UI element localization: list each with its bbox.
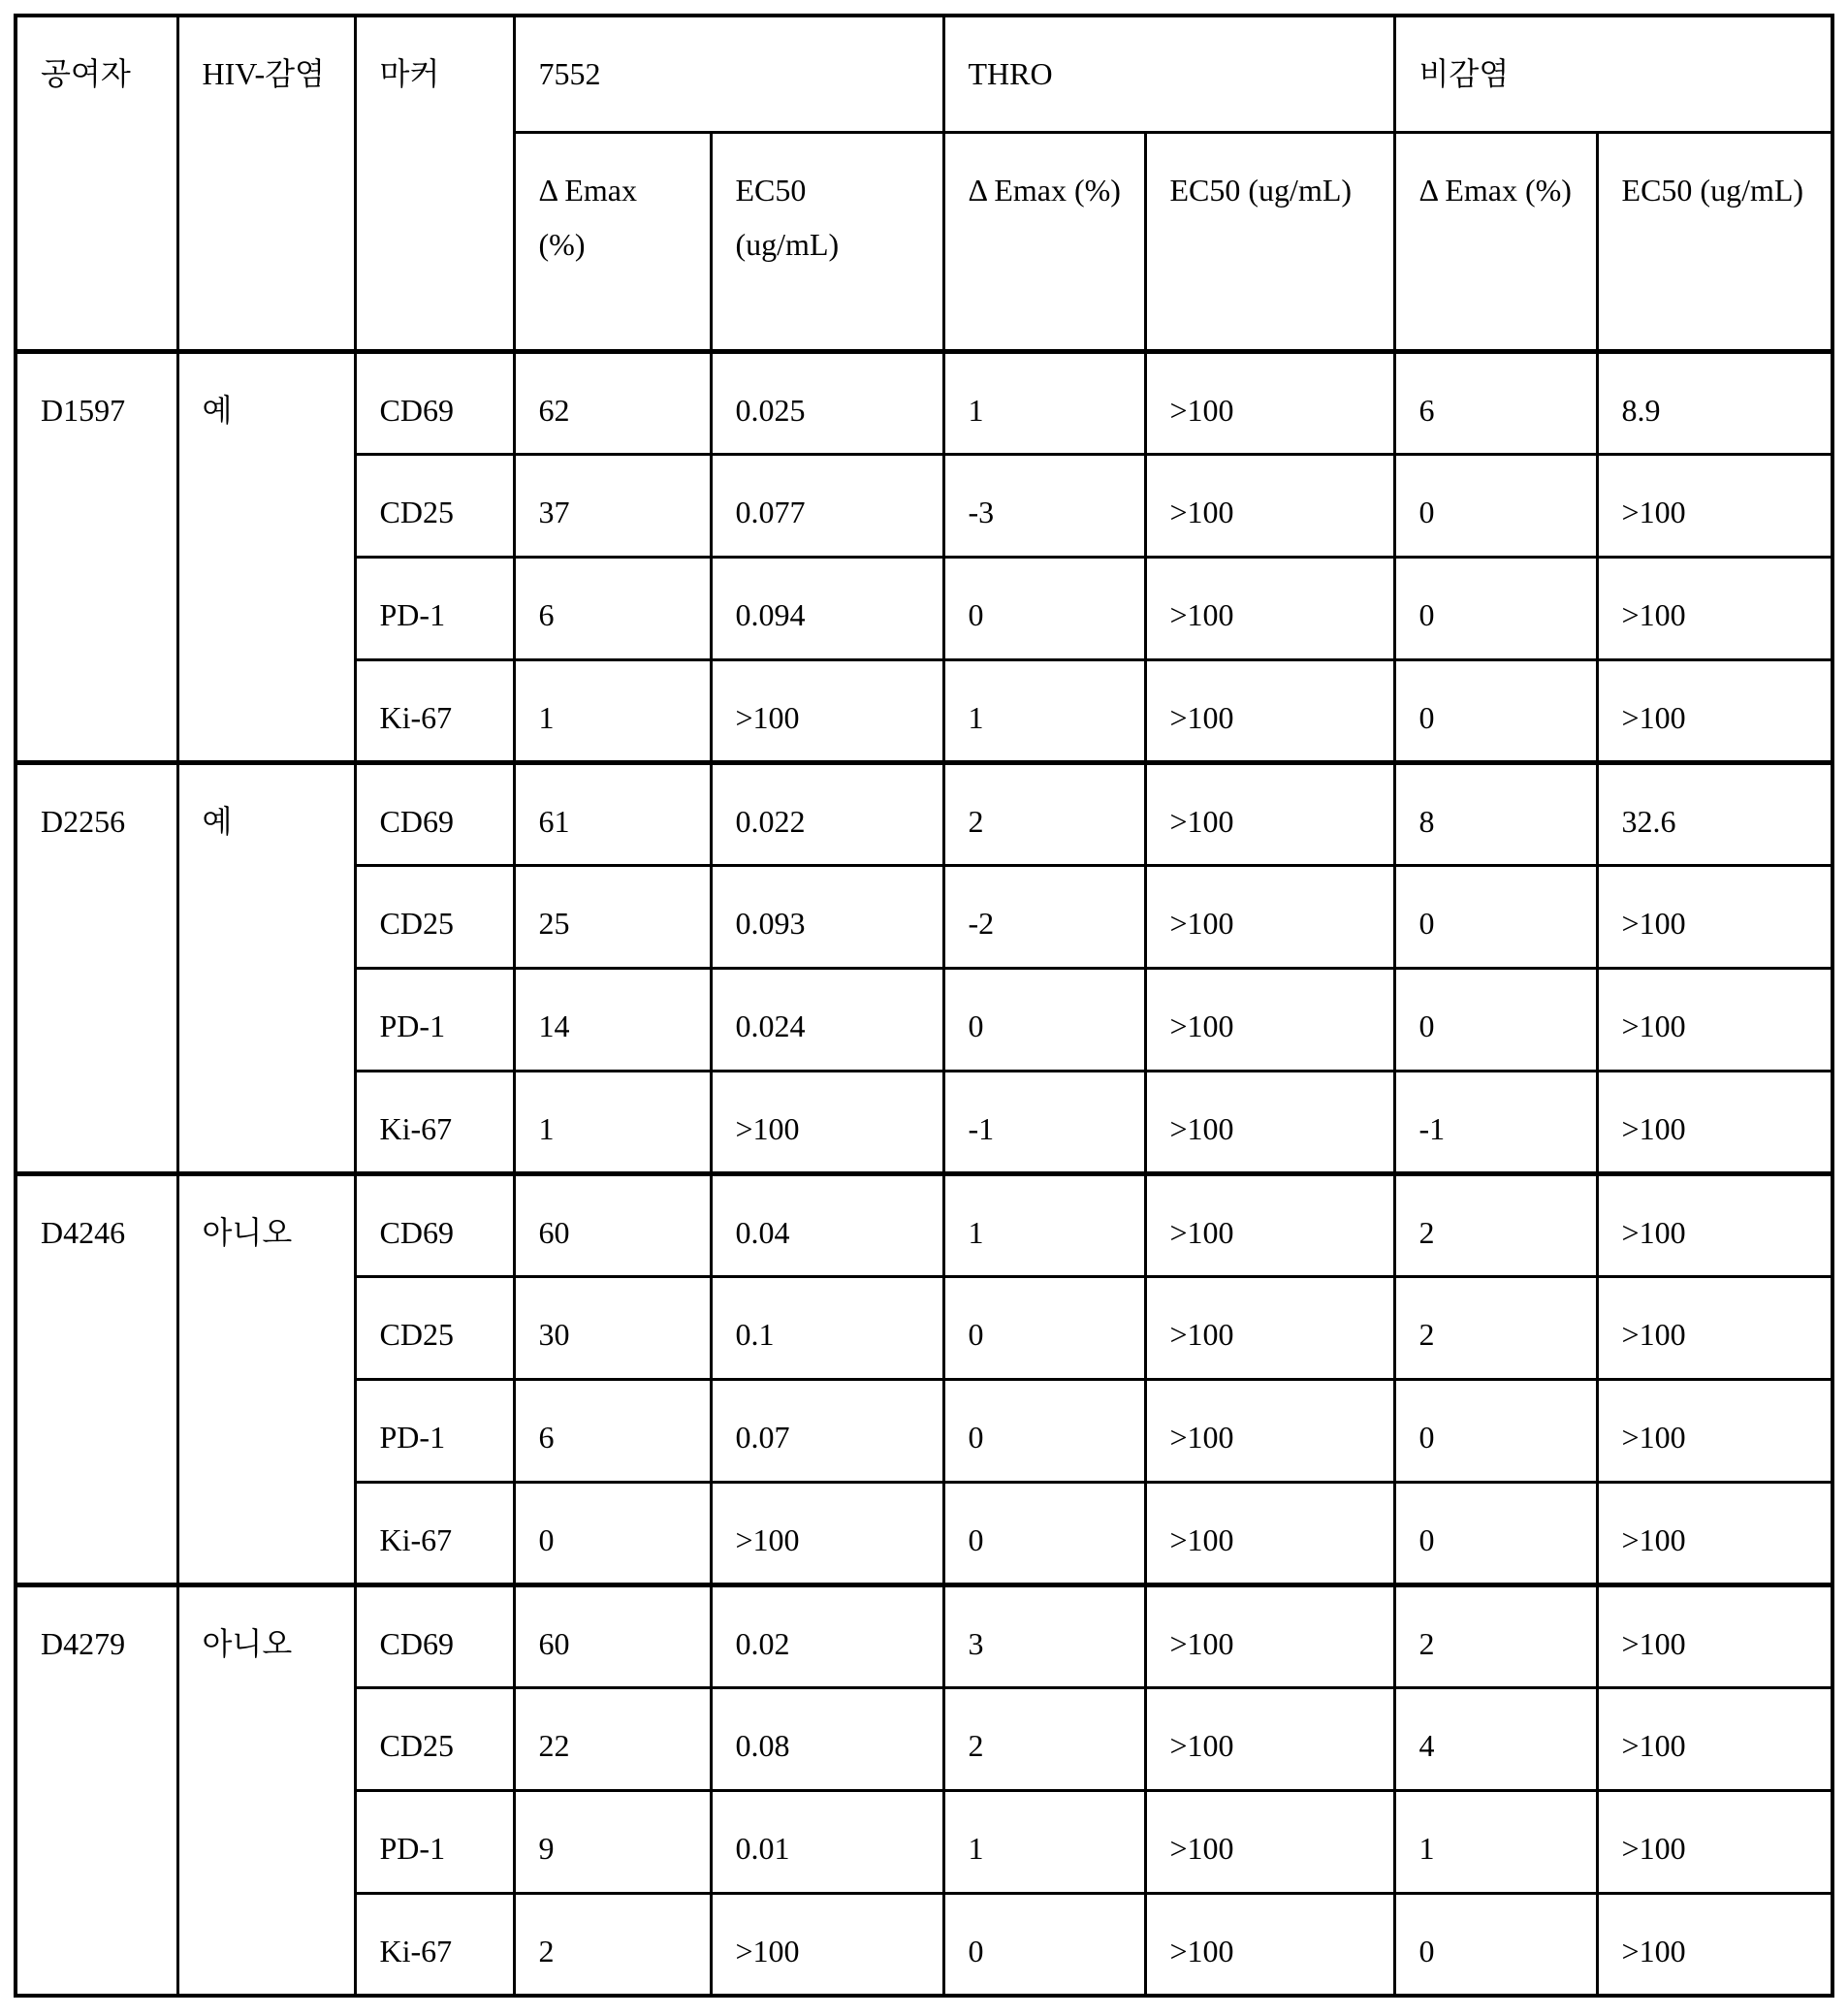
value-cell: >100 — [1597, 454, 1832, 557]
table-row — [16, 351, 1832, 454]
value-cell: 2 — [1394, 1584, 1597, 1687]
value-cell: 0 — [943, 557, 1145, 659]
table-row — [16, 1173, 1832, 1276]
donor-cell: D4279 — [16, 1584, 177, 1996]
marker-cell: PD-1 — [355, 1790, 514, 1893]
results-table — [14, 14, 1834, 1998]
marker-cell: PD-1 — [355, 557, 514, 659]
value-cell: >100 — [1145, 659, 1394, 762]
value-cell: >100 — [1145, 762, 1394, 865]
value-cell: 60 — [514, 1584, 711, 1687]
marker-cell: Ki-67 — [355, 1893, 514, 1996]
marker-cell: CD69 — [355, 762, 514, 865]
value-cell: 3 — [943, 1584, 1145, 1687]
value-cell: -2 — [943, 865, 1145, 968]
value-cell: >100 — [1145, 1276, 1394, 1379]
value-cell: >100 — [1145, 865, 1394, 968]
value-cell: 2 — [1394, 1276, 1597, 1379]
value-cell: 0.094 — [711, 557, 943, 659]
value-cell: 1 — [514, 1071, 711, 1173]
value-cell: >100 — [1597, 968, 1832, 1071]
value-cell: 1 — [943, 1790, 1145, 1893]
value-cell: >100 — [1145, 1893, 1394, 1996]
value-cell: 0 — [1394, 557, 1597, 659]
col-header-7552-emax: Δ Emax (%) — [514, 132, 711, 351]
marker-cell: CD25 — [355, 1276, 514, 1379]
value-cell: 0 — [1394, 968, 1597, 1071]
group-header-uninfected: 비감염 — [1394, 16, 1832, 132]
value-cell: 4 — [1394, 1687, 1597, 1790]
value-cell: 6 — [1394, 351, 1597, 454]
value-cell: 0 — [943, 1893, 1145, 1996]
marker-cell: CD25 — [355, 454, 514, 557]
value-cell: 2 — [943, 1687, 1145, 1790]
value-cell: 0.08 — [711, 1687, 943, 1790]
value-cell: 0 — [1394, 1482, 1597, 1584]
marker-cell: CD69 — [355, 351, 514, 454]
value-cell: >100 — [1597, 1173, 1832, 1276]
value-cell: 1 — [943, 351, 1145, 454]
col-header-uninfected-ec50: EC50 (ug/mL) — [1597, 132, 1832, 351]
value-cell: 37 — [514, 454, 711, 557]
value-cell: >100 — [1597, 1379, 1832, 1482]
col-header-uninfected-emax: Δ Emax (%) — [1394, 132, 1597, 351]
value-cell: 60 — [514, 1173, 711, 1276]
value-cell: 2 — [514, 1893, 711, 1996]
value-cell: 0.077 — [711, 454, 943, 557]
value-cell: 6 — [514, 557, 711, 659]
donor-cell: D1597 — [16, 351, 177, 762]
value-cell: >100 — [1597, 1790, 1832, 1893]
value-cell: 0 — [1394, 1893, 1597, 1996]
marker-cell: PD-1 — [355, 968, 514, 1071]
value-cell: >100 — [1145, 557, 1394, 659]
value-cell: >100 — [711, 659, 943, 762]
value-cell: >100 — [1145, 351, 1394, 454]
value-cell: 0.07 — [711, 1379, 943, 1482]
value-cell: >100 — [1597, 1482, 1832, 1584]
header-row-groups — [16, 16, 1832, 132]
value-cell: >100 — [1145, 1071, 1394, 1173]
hiv-cell: 예 — [177, 351, 355, 762]
marker-cell: CD69 — [355, 1584, 514, 1687]
value-cell: >100 — [1145, 1687, 1394, 1790]
value-cell: 62 — [514, 351, 711, 454]
group-header-thro: THRO — [943, 16, 1394, 132]
value-cell: >100 — [1597, 1584, 1832, 1687]
value-cell: >100 — [1597, 1687, 1832, 1790]
value-cell: 0.093 — [711, 865, 943, 968]
col-header-donor: 공여자 — [16, 16, 177, 351]
value-cell: >100 — [1597, 1071, 1832, 1173]
value-cell: >100 — [1145, 968, 1394, 1071]
value-cell: 0.04 — [711, 1173, 943, 1276]
value-cell: 0.02 — [711, 1584, 943, 1687]
col-header-7552-ec50: EC50 (ug/mL) — [711, 132, 943, 351]
value-cell: 0 — [943, 1276, 1145, 1379]
value-cell: 6 — [514, 1379, 711, 1482]
group-header-7552: 7552 — [514, 16, 943, 132]
value-cell: >100 — [1597, 1893, 1832, 1996]
value-cell: 1 — [943, 659, 1145, 762]
value-cell: >100 — [711, 1893, 943, 1996]
value-cell: 0 — [943, 1482, 1145, 1584]
value-cell: >100 — [1145, 454, 1394, 557]
value-cell: 0 — [1394, 1379, 1597, 1482]
col-header-hiv-infection: HIV-감염 — [177, 16, 355, 351]
value-cell: >100 — [1597, 865, 1832, 968]
value-cell: >100 — [711, 1482, 943, 1584]
value-cell: 1 — [514, 659, 711, 762]
hiv-cell: 예 — [177, 762, 355, 1173]
value-cell: -3 — [943, 454, 1145, 557]
value-cell: >100 — [1597, 557, 1832, 659]
value-cell: 0 — [1394, 659, 1597, 762]
marker-cell: CD25 — [355, 1687, 514, 1790]
marker-cell: CD69 — [355, 1173, 514, 1276]
value-cell: 2 — [943, 762, 1145, 865]
value-cell: 0 — [1394, 454, 1597, 557]
value-cell: 0.01 — [711, 1790, 943, 1893]
col-header-thro-emax: Δ Emax (%) — [943, 132, 1145, 351]
value-cell: 0 — [943, 1379, 1145, 1482]
value-cell: 0 — [1394, 865, 1597, 968]
value-cell: 9 — [514, 1790, 711, 1893]
value-cell: 14 — [514, 968, 711, 1071]
marker-cell: Ki-67 — [355, 1071, 514, 1173]
value-cell: >100 — [1145, 1584, 1394, 1687]
col-header-thro-ec50: EC50 (ug/mL) — [1145, 132, 1394, 351]
value-cell: -1 — [1394, 1071, 1597, 1173]
value-cell: >100 — [1597, 659, 1832, 762]
value-cell: 25 — [514, 865, 711, 968]
value-cell: 0.022 — [711, 762, 943, 865]
hiv-cell: 아니오 — [177, 1173, 355, 1584]
table-row — [16, 762, 1832, 865]
value-cell: >100 — [1145, 1482, 1394, 1584]
value-cell: 32.6 — [1597, 762, 1832, 865]
hiv-cell: 아니오 — [177, 1584, 355, 1996]
value-cell: 0.025 — [711, 351, 943, 454]
value-cell: 1 — [943, 1173, 1145, 1276]
value-cell: 0 — [514, 1482, 711, 1584]
donor-cell: D2256 — [16, 762, 177, 1173]
value-cell: 1 — [1394, 1790, 1597, 1893]
donor-cell: D4246 — [16, 1173, 177, 1584]
value-cell: >100 — [1597, 1276, 1832, 1379]
marker-cell: PD-1 — [355, 1379, 514, 1482]
value-cell: 0 — [943, 968, 1145, 1071]
col-header-marker: 마커 — [355, 16, 514, 351]
value-cell: >100 — [711, 1071, 943, 1173]
table-row — [16, 1584, 1832, 1687]
value-cell: 8 — [1394, 762, 1597, 865]
value-cell: 0.024 — [711, 968, 943, 1071]
value-cell: 8.9 — [1597, 351, 1832, 454]
value-cell: >100 — [1145, 1790, 1394, 1893]
marker-cell: Ki-67 — [355, 659, 514, 762]
value-cell: >100 — [1145, 1379, 1394, 1482]
value-cell: 30 — [514, 1276, 711, 1379]
value-cell: 61 — [514, 762, 711, 865]
marker-cell: CD25 — [355, 865, 514, 968]
value-cell: 22 — [514, 1687, 711, 1790]
value-cell: 2 — [1394, 1173, 1597, 1276]
marker-cell: Ki-67 — [355, 1482, 514, 1584]
value-cell: -1 — [943, 1071, 1145, 1173]
value-cell: >100 — [1145, 1173, 1394, 1276]
value-cell: 0.1 — [711, 1276, 943, 1379]
